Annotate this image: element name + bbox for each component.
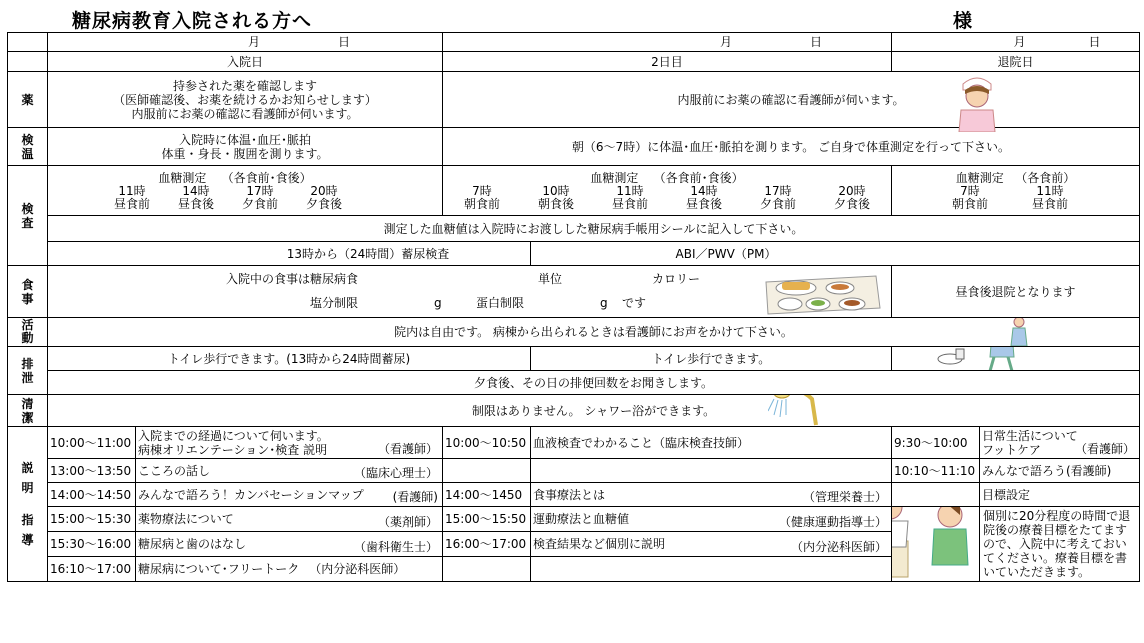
day2-session-time	[443, 459, 531, 483]
medicine-day1: 持参された薬を確認します （医師確認後、お薬を続けるかお知らせします） 内服前にお薬の確認に看護師が伺います。	[48, 72, 443, 128]
day2-session: 運動療法と血糖値 （健康運動指導士）	[531, 507, 892, 532]
meal-day3: 昼食後退院となります	[892, 266, 1140, 318]
urine-test: 13時から（24時間）蓄尿検査	[48, 242, 531, 266]
row-label-explain: 説 明 指 導	[8, 427, 48, 582]
doctor-consultation-icon	[892, 507, 980, 582]
excretion-day3	[892, 347, 1140, 371]
row-label-medicine: 薬	[8, 72, 48, 128]
day-row	[8, 52, 1140, 72]
row-label-test: 検 査	[8, 166, 48, 266]
day1-session: みんなで語ろう！カンバセーションマップ (看護師)	[136, 483, 443, 507]
session-row-3	[8, 483, 1140, 507]
day2-session	[531, 557, 892, 582]
day1-session-time: 14:00～14:50	[48, 483, 136, 507]
medicine-day2-3: 内服前にお薬の確認に看護師が伺います。	[443, 72, 1140, 128]
day1-session: 入院までの経過について伺います。 病棟オリエンテーション･検査 説明 （看護師）	[136, 427, 443, 459]
glucose-day2: 血糖測定 （各食前･食後） 7時 10時 11時 14時 17時 20時 朝食前 朝食後 昼食前 昼食後 夕食前 夕食後	[443, 166, 892, 216]
day1-session-time: 10:00～11:00	[48, 427, 136, 459]
goal-note: 個別に20分程度の時間で退院後の療養目標をたてますので、入院中に考えておいてください。療養目標を書いていただきます。	[980, 507, 1140, 582]
glucose-note: 測定した血糖値は入院時にお渡しした糖尿病手帳用シールに記入して下さい。	[48, 216, 1140, 242]
patient-name-suffix: 様	[953, 10, 973, 32]
shower-icon	[768, 395, 826, 427]
excretion-note-row	[8, 371, 1140, 395]
excretion-note: 夕食後、その日の排便回数をお聞きします。	[48, 371, 1140, 395]
activity-note: 院内は自由です。 病棟から出られるときは看護師にお声をかけて下さい。	[48, 318, 1140, 347]
day3-session-time: 10:10～11:10	[892, 459, 980, 483]
day1-session-time: 15:30～16:00	[48, 532, 136, 557]
day3-session-time: 9:30～10:00	[892, 427, 980, 459]
meal-row	[8, 266, 1140, 318]
day1-session: こころの話し （臨床心理士）	[136, 459, 443, 483]
day2-session: 検査結果など個別に説明 （内分泌科医師）	[531, 532, 892, 557]
row-label-excretion: 排 泄	[8, 347, 48, 395]
glucose-day1: 血糖測定 （各食前･食後） 11時 14時 17時 20時 昼食前 昼食後 夕食前 夕食後	[48, 166, 443, 216]
day2-session-time: 10:00～10:50	[443, 427, 531, 459]
row-label-vitals: 検 温	[8, 128, 48, 166]
glucose-row	[8, 166, 1140, 216]
day3-session-time	[892, 483, 980, 507]
session-row-2	[8, 459, 1140, 483]
row-label-hygiene: 清 潔	[8, 395, 48, 427]
row-label-activity: 活 動	[8, 318, 48, 347]
patient-figure-icon	[980, 347, 1020, 371]
day1-label: 入院日	[48, 52, 443, 72]
excretion-row	[8, 347, 1140, 371]
meal-day1-2: 入院中の食事は糖尿病食 単位 カロリー 塩分制限 g 蛋白制限 g です	[48, 266, 892, 318]
day2-date: 月 日	[443, 33, 892, 52]
excretion-day1: トイレ歩行できます。(13時から24時間蓄尿)	[48, 347, 531, 371]
date-row	[8, 33, 1140, 52]
vitals-row	[8, 128, 1140, 166]
hygiene-row	[8, 395, 1140, 427]
day3-label: 退院日	[892, 52, 1140, 72]
activity-row	[8, 318, 1140, 347]
day2-label: 2日目	[443, 52, 892, 72]
nurse-icon	[955, 74, 999, 132]
day2-session-time: 14:00～1450	[443, 483, 531, 507]
row-label-meal: 食 事	[8, 266, 48, 318]
glucose-day3: 血糖測定 （各食前） 7時 11時 朝食前 昼食前	[892, 166, 1140, 216]
day3-date: 月 日	[892, 33, 1140, 52]
day1-session-time: 16:10～17:00	[48, 557, 136, 582]
vitals-day2-3: 朝（6～7時）に体温･血圧･脈拍を測ります。 ご自身で体重測定を行って下さい。	[443, 128, 1140, 166]
day2-session: 食事療法とは （管理栄養士）	[531, 483, 892, 507]
day2-session-time	[443, 557, 531, 582]
hygiene-note: 制限はありません。 シャワー浴ができます。	[48, 395, 1140, 427]
excretion-day2: トイレ歩行できます。	[531, 347, 892, 371]
day3-session: 日常生活について フットケア （看護師）	[980, 427, 1140, 459]
abi-pwv: ABI／PWV（PM）	[531, 242, 1140, 266]
day3-goal-title: 目標設定	[980, 483, 1140, 507]
vitals-day1: 入院時に体温･血圧･脈拍 体重・身長・腹囲を測ります。	[48, 128, 443, 166]
day1-date: 月 日	[48, 33, 443, 52]
day3-session: みんなで語ろう(看護師)	[980, 459, 1140, 483]
page-title: 糖尿病教育入院される方へ	[72, 10, 313, 32]
day1-session-time: 13:00～13:50	[48, 459, 136, 483]
day2-session-time: 16:00～17:00	[443, 532, 531, 557]
glucose-note-row	[8, 216, 1140, 242]
session-row-4	[8, 507, 1140, 532]
day1-session: 糖尿病について･フリートーク （内分泌科医師）	[136, 557, 443, 582]
day2-session: 血液検査でわかること（臨床検査技師）	[531, 427, 892, 459]
meal-tray-icon	[760, 268, 884, 316]
day2-session-time: 15:00～15:50	[443, 507, 531, 532]
day2-session	[531, 459, 892, 483]
session-row-1	[8, 427, 1140, 459]
day1-session: 糖尿病と歯のはなし （歯科衛生士）	[136, 532, 443, 557]
urine-row	[8, 242, 1140, 266]
day1-session-time: 15:00～15:30	[48, 507, 136, 532]
day1-session: 薬物療法について （薬剤師）	[136, 507, 443, 532]
toilet-icon	[932, 347, 968, 367]
walking-patient-icon	[1003, 318, 1031, 347]
consult-illustration-cell	[892, 507, 980, 582]
